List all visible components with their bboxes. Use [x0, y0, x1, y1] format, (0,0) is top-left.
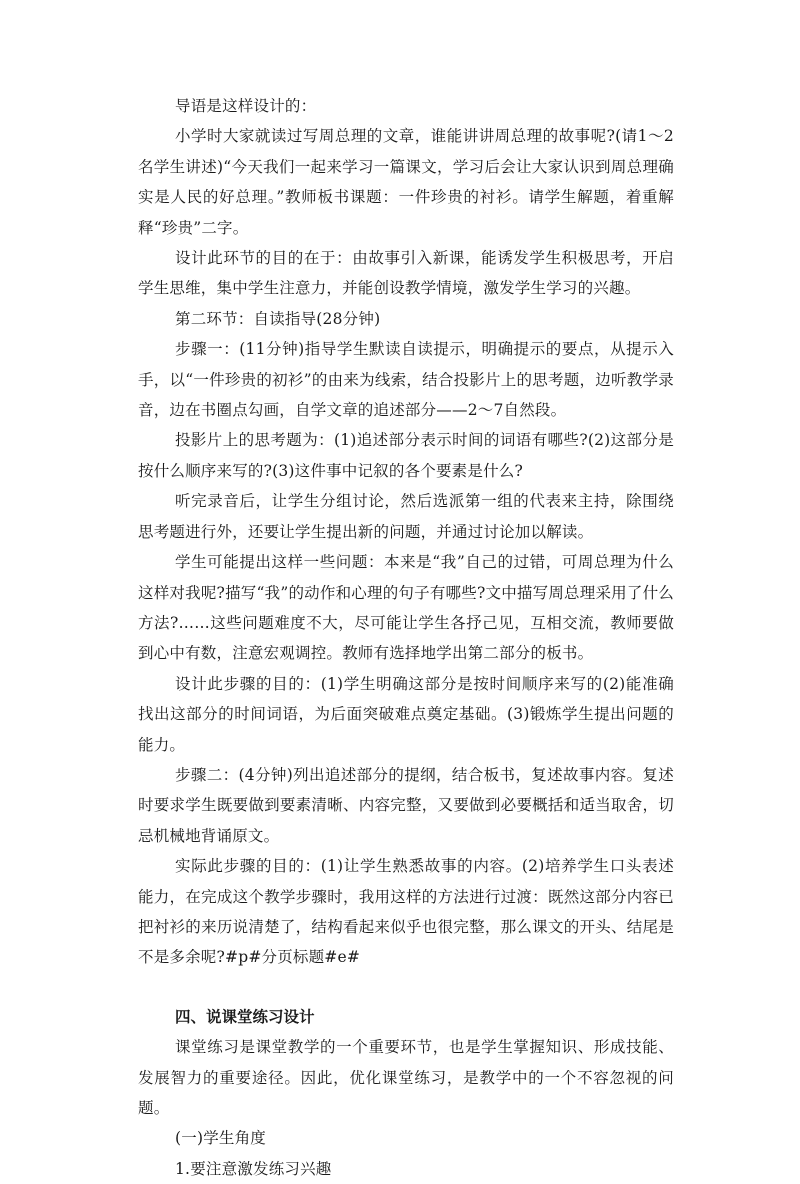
paragraph-practice-intro: 课堂练习是课堂教学的一个重要环节，也是学生掌握知识、形成技能、发展智力的重要途径。因此，优化课堂练习，是教学中的一个不容忽视的问题。 — [138, 1038, 674, 1117]
paragraph-step-one-purpose: 设计此步骤的目的：(1)学生明确这部分是按时间顺序来写的(2)能准确找出这部分的时间词语，为后面突破难点奠定基础。(3)锻炼学生提出问题的能力。 — [138, 674, 674, 754]
paragraph-student-angle: (一)学生角度 — [175, 1129, 266, 1148]
document-body — [138, 91, 674, 1184]
paragraph-step-one: 步骤一：(11分钟)指导学生默读自读提示，明确提示的要点，从提示入手，以“一件珍贵的初衫”的由来为线索，结合投影片上的思考题，边听教学录音，边在书圈点勾画，自学文章的追述部分——2～7自然段。 — [138, 340, 674, 420]
paragraph-slide-questions: 投影片上的思考题为：(1)追述部分表示时间的词语有哪些?(2)这部分是按什么顺序来写的?(3)这件事中记叙的各个要素是什么? — [138, 431, 674, 480]
paragraph-group-discussion: 听完录音后，让学生分组讨论，然后选派第一组的代表来主持，除围绕思考题进行外，还要让学生提出新的问题，并通过讨论加以解读。 — [138, 492, 674, 541]
paragraph-second-stage: 第二环节：自读指导(28分钟) — [175, 309, 381, 328]
paragraph-intro-label: 导语是这样设计的： — [175, 97, 317, 115]
paragraph-step-two: 步骤二：(4分钟)列出追述部分的提纲，结合板书，复述故事内容。复述时要求学生既要做到要素清晰、内容完整，又要做到必要概括和适当取舍，切忌机械地背诵原文。 — [138, 765, 674, 845]
paragraph-intro-question: 小学时大家就读过写周总理的文章，谁能讲讲周总理的故事呢?(请1～2名学生讲述)“今天我们一起来学习一篇课文，学习后会让大家认识到周总理确实是人民的好总理。”教师板书课题：一件珍贵的衬衫。请学生解题，着重解释“珍贵”二字。 — [138, 127, 674, 237]
paragraph-intro-purpose: 设计此环节的目的在于：由故事引入新课，能诱发学生积极思考，开启学生思维，集中学生注意力，并能创设教学情境，激发学生学习的兴趣。 — [138, 249, 674, 298]
paragraph-interest-item: 1.要注意激发练习兴趣 — [175, 1159, 332, 1178]
paragraph-student-questions: 学生可能提出这样一些问题：本来是“我”自己的过错，可周总理为什么这样对我呢?描写“我”的动作和心理的句子有哪些?文中描写周总理采用了什么方法?……这些问题难度不大，尽可能让学生各抒己见，互相交流，教师要做到心中有数，注意宏观调控。教师有选择地学出第二部分的板书。 — [138, 553, 674, 663]
paragraph-step-two-purpose: 实际此步骤的目的：(1)让学生熟悉故事的内容。(2)培养学生口头表述能力，在完成这个教学步骤时，我用这样的方法进行过渡：既然这部分内容已把衬衫的来历说清楚了，结构看起来似乎也很完整，那么课文的开头、结尾是不是多余呢?#p#分页标题#e# — [138, 857, 674, 967]
section-heading: 四、说课堂练习设计 — [175, 1007, 315, 1026]
